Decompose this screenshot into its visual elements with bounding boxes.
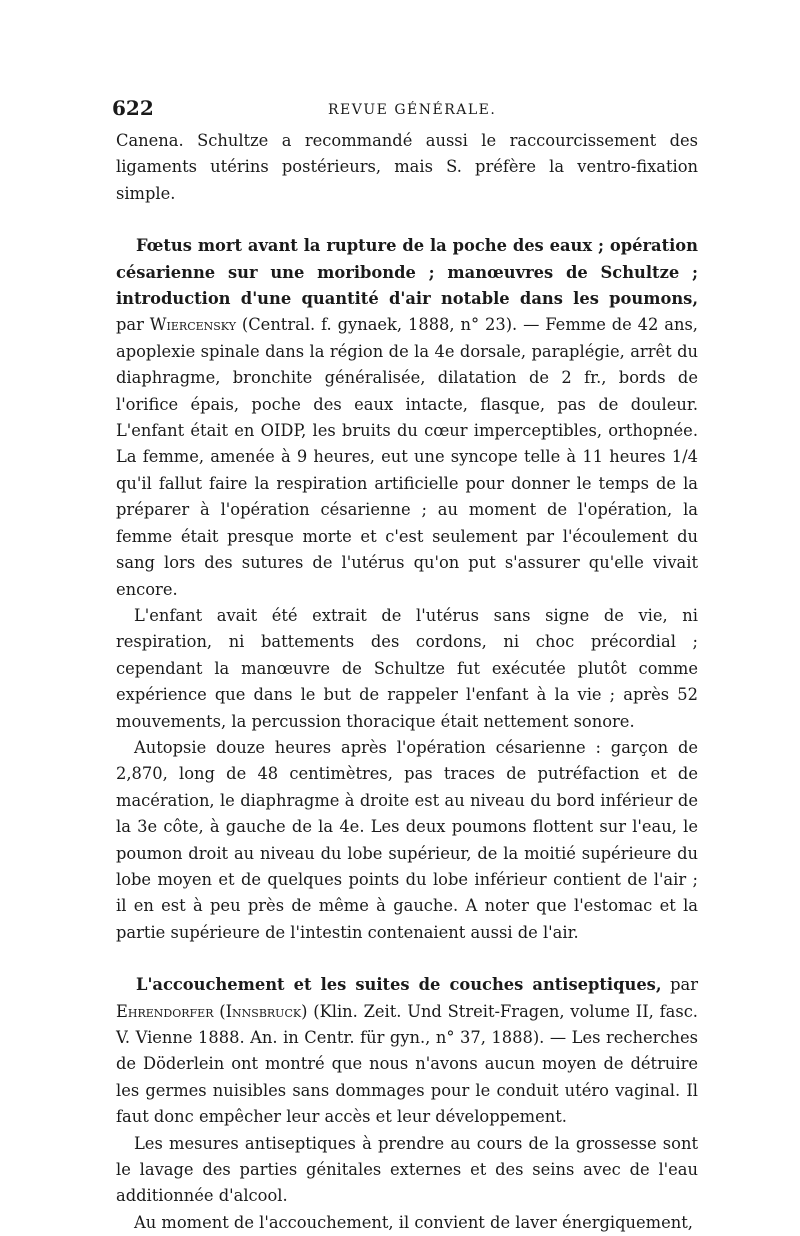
article-2-par: par: [661, 975, 698, 995]
running-header: [112, 96, 690, 124]
article-1-citation: (Central. f. gynaek, 1888, n° 23). —: [235, 315, 546, 335]
article-1-paragraph-3: Autopsie douze heures après l'opération césarienne : garçon de 2,870, long de 48 centimètres, pas traces de putréfaction et de macération, le diaphragme à droite est au niveau du bord inférieur de la 3e côte, à gauche de la 4e. Les deux poumons flottent sur l'eau, le poumon droit au niveau du lobe supérieur, de la moitié supérieure du lobe moyen et de quelques points du lobe inférieur contient de l'air ; il en est à peu près de même à gauche. A noter que l'estomac et la partie supérieure de l'intestin contenaient aussi de l'air.: [116, 737, 698, 942]
article-2-first-paragraph: [116, 972, 698, 1130]
running-title: REVUE GÉNÉRALE.: [328, 102, 497, 118]
page-number: 622: [112, 96, 154, 120]
article-2-paragraph-2: Les mesures antiseptiques à prendre au cours de la grossesse sont le lavage des parties génitales externes et des seins avec de l'eau additionnée d'alcool.: [116, 1133, 698, 1206]
page-body: [116, 128, 698, 1236]
article-2-citation: (Klin. Zeit. Und Streit-Fragen, volume II, fasc. V. Vienne 1888. An. in Centr. für gyn., n° 37, 1888). —: [116, 1001, 698, 1047]
article-1-first-paragraph: [116, 233, 698, 603]
article-2-author: Ehrendorfer (Innsbruck): [116, 1001, 308, 1021]
article-1-paragraph-2: L'enfant avait été extrait de l'utérus sans signe de vie, ni respiration, ni battements des cordons, ni choc précordial ; cependant la manœuvre de Schultze fut exécutée plutôt comme expérience que dans le but de rappeler l'enfant à la vie ; après 52 mouvements, la percussion thoracique était nettement sonore.: [116, 605, 698, 731]
article-1-author: Wiercensky: [149, 315, 236, 335]
continuation-paragraph: Canena. Schultze a recommandé aussi le raccourcissement des ligaments utérins postérieurs, mais S. préfère la ventro-fixation simple.: [116, 131, 698, 203]
article-2-paragraph-3: Au moment de l'accouchement, il convient de laver énergiquement,: [134, 1212, 693, 1232]
article-1-text: Femme de 42 ans, apoplexie spinale dans la région de la 4e dorsale, paraplégie, arrêt du diaphragme, bronchite généralisée, dilatation de 2 fr., bords de l'orifice épais, poche des eaux intacte, flasque, pas de douleur. L'enfant était en OIDP, les bruits du cœur imperceptibles, orthopnée. La femme, amenée à 9 heures, eut une syncope telle à 11 heures 1/4 qu'il fallut faire la respiration artificielle pour donner le temps de la préparer à l'opération césarienne ; au moment de l'opération, la femme était presque morte et c'est seulement par l'écoulement du sang lors des sutures de l'utérus qu'on put s'assurer qu'elle vivait encore.: [116, 315, 698, 599]
article-2-title: L'accouchement et les suites de couches antiseptiques,: [136, 975, 662, 995]
article-1-par: par: [116, 315, 150, 335]
article-2-text: Les recherches de Döderlein ont montré que nous n'avons aucun moyen de détruire les germes nuisibles sans dommages pour le conduit utéro vaginal. Il faut donc empêcher leur accès et leur développement.: [116, 1028, 699, 1127]
article-1-title: Fœtus mort avant la rupture de la poche des eaux ; opération césarienne sur une moribonde ; manœuvres de Schultze ; introduction d'une quantité d'air notable dans les poumons,: [116, 236, 698, 309]
